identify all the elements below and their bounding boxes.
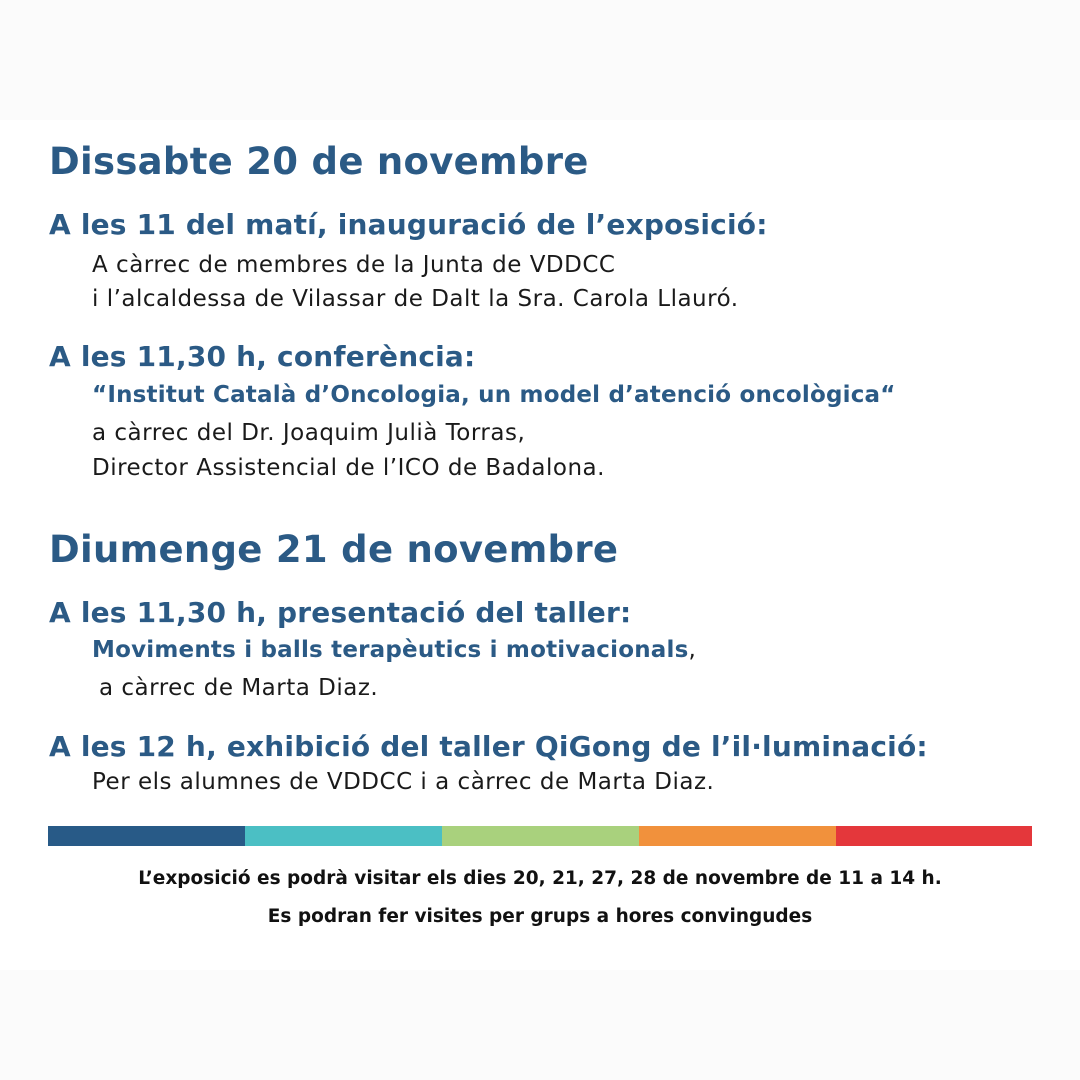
workshop-line [92,637,696,663]
color-bar-segment-4 [639,826,836,846]
day2-event2-line1: Per els alumnes de VDDCC i a càrrec de Marta Diaz. [92,769,715,795]
day2-event1-heading: A les 11,30 h, presentació del taller: [49,596,632,629]
color-bar-segment-1 [48,826,245,846]
day1-event1-line2: i l’alcaldessa de Vilassar de Dalt la Sra. Carola Llauró. [92,286,739,312]
day1-title: Dissabte 20 de novembre [49,140,589,183]
footer-visit-dates: L’exposició es podrà visitar els dies 20, 21, 27, 28 de novembre de 11 a 14 h. [138,868,942,889]
color-bar-segment-3 [442,826,639,846]
day1-event2-line1: a càrrec del Dr. Joaquim Julià Torras, [92,420,526,446]
footer-group-visits: Es podran fer visites per grups a hores convingudes [267,906,813,927]
day2-event2-heading: A les 12 h, exhibició del taller QiGong de l’il·luminació: [49,730,928,763]
day1-event2-line2: Director Assistencial de l’ICO de Badalona. [92,455,605,481]
day1-event1-line1: A càrrec de membres de la Junta de VDDCC [92,252,616,278]
conference-title: “Institut Català d’Oncologia, un model d’atenció oncològica“ [92,382,896,408]
color-bar-segment-2 [245,826,442,846]
color-bar-segment-5 [836,826,1032,846]
day2-event1-line1: a càrrec de Marta Diaz. [99,675,379,701]
workshop-comma: , [688,637,696,663]
day1-event1-heading: A les 11 del matí, inauguració de l’exposició: [49,208,768,241]
day2-title: Diumenge 21 de novembre [49,528,619,571]
day1-event2-heading: A les 11,30 h, conferència: [49,340,476,373]
workshop-title: Moviments i balls terapèutics i motivacionals [92,637,689,663]
